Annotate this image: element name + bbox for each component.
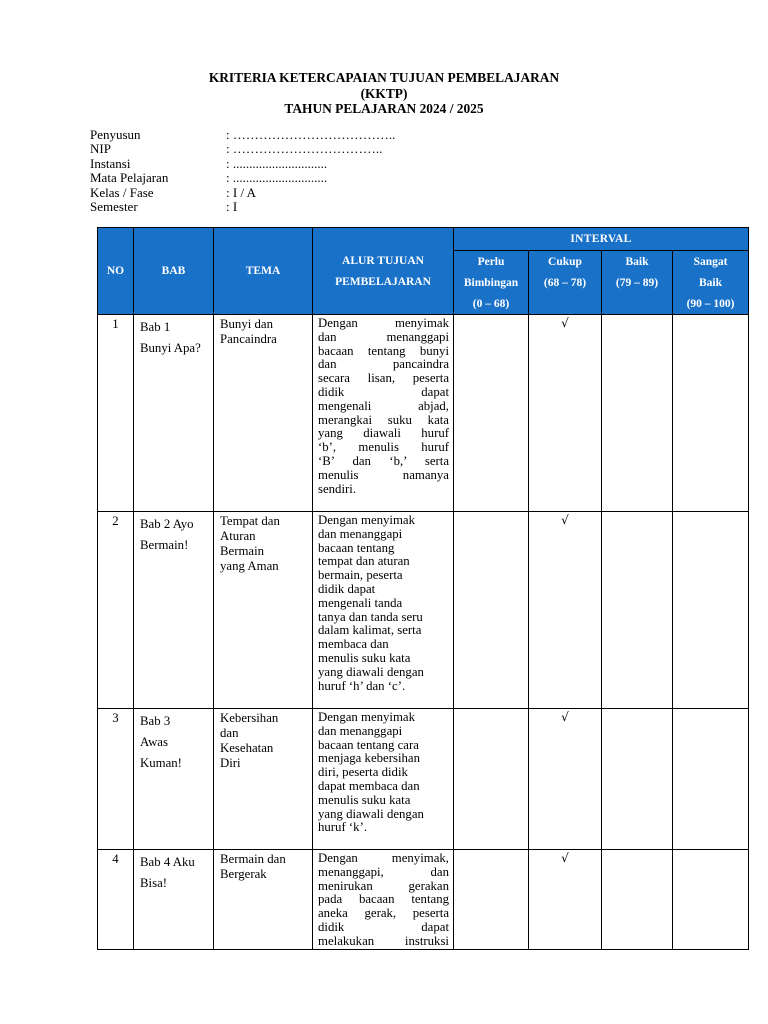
alur-line: menulis namanya [318,467,449,482]
tema-text: yang Aman [220,559,279,573]
alur-line: bacaan tentang [318,540,395,555]
alur-line: dan menanggapi [318,329,449,344]
header-sangat-baik [673,251,749,315]
sangat-baik-cell [673,850,749,950]
alur-cell [313,850,454,950]
baik-cell [602,850,673,950]
bab-text: Bab 2 Ayo [140,517,194,531]
tema-text: Bermain [220,544,265,558]
tema-cell [214,850,313,950]
check-mark-icon: √ [561,851,569,865]
header-alur-line1: ALUR TUJUAN [342,255,424,267]
tema-text: Bergerak [220,867,267,881]
meta-value: : I / A [226,184,256,200]
meta-label: Kelas / Fase [90,184,154,200]
header-cukup [529,251,602,315]
meta-row-kelas-fase [90,186,395,200]
alur-line: didik dapat [318,581,376,596]
title-line-1: KRITERIA KETERCAPAIAN TUJUAN PEMBELAJARAN [208,70,560,85]
header-alur [313,228,454,315]
alur-line: membaca dan [318,637,389,652]
alur-line: yang diawali huruf [318,426,449,441]
alur-cell [313,512,454,709]
meta-row-mata-pelajaran [90,171,395,185]
table-row [98,512,749,709]
header-perlu-bimbingan [454,251,529,315]
baik-cell [602,709,673,850]
alur-line: dan pancaindra [318,357,449,372]
header-text: (0 – 68) [472,298,510,310]
baik-cell [602,512,673,709]
row-number: 4 [98,850,134,950]
meta-label: Instansi [90,155,131,171]
alur-line: yang diawali dengan [318,664,424,679]
alur-line: menanggapi, dan [318,864,449,879]
alur-line: bermain, peserta [318,568,403,583]
tema-cell [214,315,313,512]
bab-cell [134,709,214,850]
alur-line: melakukan instruksi [318,933,449,948]
alur-line: diri, peserta didik [318,765,408,780]
check-mark-icon: √ [561,316,569,330]
header-text: Baik [699,277,723,289]
header-interval: INTERVAL [454,228,749,251]
alur-line: tanya dan tanda seru [318,609,423,624]
alur-line: Dengan menyimak [318,316,449,330]
alur-line: Dengan menyimak [318,710,416,724]
alur-line: dan menanggapi [318,723,403,738]
tema-cell [214,709,313,850]
perlu-bimbingan-cell [454,315,529,512]
alur-cell [313,315,454,512]
baik-cell [602,315,673,512]
table-header-row [98,228,749,251]
tema-text: Kesehatan [220,741,274,755]
header-text: Baik [625,256,649,268]
alur-line: dan menanggapi [318,526,403,541]
header-no: NO [98,228,134,315]
header-text: (79 – 89) [615,277,659,289]
bab-text: Bab 1 [140,320,171,334]
bab-cell [134,512,214,709]
alur-line: menjaga kebersihan [318,751,420,766]
alur-line: sendiri. [318,481,357,496]
row-number: 1 [98,315,134,512]
alur-line: menirukan gerakan [318,878,449,893]
bab-text: Bermain! [140,538,189,552]
table-row [98,315,749,512]
alur-line: bacaan tentang bunyi [318,343,449,358]
alur-line: merangkai suku kata [318,412,449,427]
alur-line: didik dapat [318,384,449,399]
alur-line: huruf ‘k’. [318,820,368,835]
tema-text: Diri [220,756,241,770]
sangat-baik-cell [673,315,749,512]
bab-text: Bunyi Apa? [140,341,201,355]
meta-value: : I [226,199,238,215]
alur-line: huruf ‘h’ dan ‘c’. [318,678,406,693]
tema-text: Bunyi dan [220,317,273,331]
meta-label: Penyusun [90,127,141,142]
table-row [98,709,749,850]
alur-line: aneka gerak, peserta [318,906,449,921]
alur-line: dalam kalimat, serta [318,623,422,638]
title-line-3: TAHUN PELAJARAN 2024 / 2025 [284,101,484,116]
header-text: (90 – 100) [686,298,735,310]
perlu-bimbingan-cell [454,709,529,850]
alur-line: Dengan menyimak [318,513,416,527]
meta-label: Mata Pelajaran [90,170,169,186]
alur-line: mengenali tanda [318,595,403,610]
tema-cell [214,512,313,709]
meta-label: NIP [90,141,111,157]
check-mark-icon: √ [561,513,569,527]
row-number: 3 [98,709,134,850]
tema-text: Pancaindra [220,332,277,346]
meta-row-nip [90,142,395,156]
row-number: 2 [98,512,134,709]
bab-cell [134,315,214,512]
meta-row-semester [90,200,395,214]
bab-text: Awas [140,735,168,749]
meta-value: : ............................. [226,170,328,186]
alur-line: yang diawali dengan [318,806,424,821]
header-text: Sangat [693,256,728,268]
tema-text: Aturan [220,529,256,543]
bab-text: Bab 4 Aku [140,855,195,869]
header-text: Bimbingan [463,277,519,289]
alur-line: didik dapat [318,919,449,934]
header-text: Perlu [477,256,505,268]
sangat-baik-cell [673,512,749,709]
table-row [98,850,749,950]
meta-value: : ............................. [226,155,328,171]
cukup-cell [529,315,602,512]
meta-label: Semester [90,199,138,215]
alur-line: tempat dan aturan [318,554,410,569]
perlu-bimbingan-cell [454,512,529,709]
meta-row-instansi [90,157,395,171]
alur-line: Dengan menyimak, [318,851,449,865]
meta-row-penyusun [90,128,395,142]
bab-text: Kuman! [140,756,182,770]
header-text: Cukup [548,256,582,268]
bab-text: Bab 3 [140,714,171,728]
perlu-bimbingan-cell [454,850,529,950]
tema-text: Bermain dan [220,852,286,866]
cukup-cell [529,512,602,709]
alur-cell [313,709,454,850]
tema-text: dan [220,726,239,740]
alur-line: pada bacaan tentang [318,892,449,907]
meta-value: : ……………………………….. [226,127,396,142]
alur-line: ‘B’ dan ‘b,’ serta [318,453,449,468]
meta-value: : …………………………….. [226,141,383,157]
alur-line: ‘b’, menulis huruf [318,440,449,455]
alur-line: menulis suku kata [318,792,411,807]
tema-text: Kebersihan [220,711,279,725]
sangat-baik-cell [673,709,749,850]
document-title [0,70,768,117]
header-alur-line2: PEMBELAJARAN [335,276,431,288]
header-tema: TEMA [214,228,313,315]
alur-line: menulis suku kata [318,650,411,665]
alur-line: mengenali abjad, [318,398,449,413]
alur-line: secara lisan, peserta [318,371,449,386]
cukup-cell [529,850,602,950]
bab-text: Bisa! [140,876,168,890]
identity-section [90,128,395,214]
header-text: (68 – 78) [543,277,587,289]
header-baik [602,251,673,315]
kktp-table [97,227,749,950]
header-bab: BAB [134,228,214,315]
bab-cell [134,850,214,950]
cukup-cell [529,709,602,850]
alur-line: bacaan tentang cara [318,737,419,752]
alur-line: dapat membaca dan [318,778,420,793]
check-mark-icon: √ [561,710,569,724]
tema-text: Tempat dan [220,514,280,528]
title-line-2: (KKTP) [360,85,408,101]
